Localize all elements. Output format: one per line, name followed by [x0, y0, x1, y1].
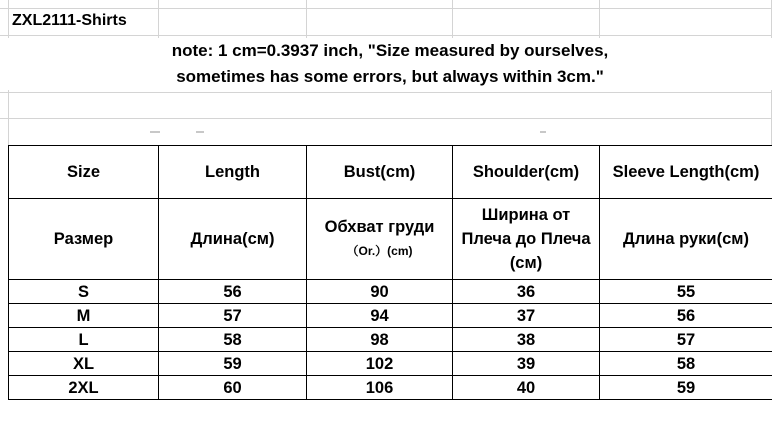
cell-bust: 94 — [307, 304, 453, 328]
table-row — [9, 304, 772, 328]
cell-length: 56 — [159, 280, 307, 304]
header-length-ru: Длина(см) — [159, 199, 307, 280]
cell-bust: 90 — [307, 280, 453, 304]
header-sleeve: Sleeve Length(cm) — [600, 146, 772, 199]
cell-length: 58 — [159, 328, 307, 352]
cell-sleeve: 57 — [600, 328, 772, 352]
header-length: Length — [159, 146, 307, 199]
header-shoulder: Shoulder(cm) — [453, 146, 600, 199]
cell-size: S — [9, 280, 159, 304]
cell-sleeve: 56 — [600, 304, 772, 328]
cell-sleeve: 55 — [600, 280, 772, 304]
cell-shoulder: 37 — [453, 304, 600, 328]
table-row — [9, 328, 772, 352]
header-shoulder-ru: Ширина от Плеча до Плеча (см) — [453, 199, 600, 280]
cell-size: L — [9, 328, 159, 352]
cell-length: 57 — [159, 304, 307, 328]
header-size-ru: Размер — [9, 199, 159, 280]
header-bust: Bust(cm) — [307, 146, 453, 199]
cell-length: 60 — [159, 376, 307, 400]
cell-size: M — [9, 304, 159, 328]
cell-size: 2XL — [9, 376, 159, 400]
size-chart-table — [8, 145, 772, 400]
header-row-russian — [9, 199, 772, 280]
cell-shoulder: 38 — [453, 328, 600, 352]
cell-sleeve: 58 — [600, 352, 772, 376]
faint-mark — [540, 131, 546, 133]
bust-ru-sub: （Or.）(cm) — [346, 244, 413, 258]
note-line-2: sometimes has some errors, but always within 3cm." — [176, 67, 604, 86]
faint-mark — [150, 131, 160, 133]
table-row — [9, 352, 772, 376]
table-row — [9, 280, 772, 304]
bust-ru-label: Обхват груди — [324, 218, 435, 236]
cell-size: XL — [9, 352, 159, 376]
cell-shoulder: 36 — [453, 280, 600, 304]
header-row-english — [9, 146, 772, 199]
header-size: Size — [9, 146, 159, 199]
header-sleeve-ru: Длина руки(см) — [600, 199, 772, 280]
cell-sleeve: 59 — [600, 376, 772, 400]
faint-mark — [196, 131, 204, 133]
cell-shoulder: 40 — [453, 376, 600, 400]
note-line-1: note: 1 cm=0.3937 inch, "Size measured by ourselves, — [171, 41, 609, 60]
header-bust-ru — [307, 199, 453, 280]
measurement-note — [8, 38, 772, 90]
cell-bust: 106 — [307, 376, 453, 400]
cell-length: 59 — [159, 352, 307, 376]
sheet-title: ZXL2111-Shirts — [12, 12, 127, 29]
table-row — [9, 376, 772, 400]
cell-shoulder: 39 — [453, 352, 600, 376]
cell-bust: 102 — [307, 352, 453, 376]
cell-bust: 98 — [307, 328, 453, 352]
